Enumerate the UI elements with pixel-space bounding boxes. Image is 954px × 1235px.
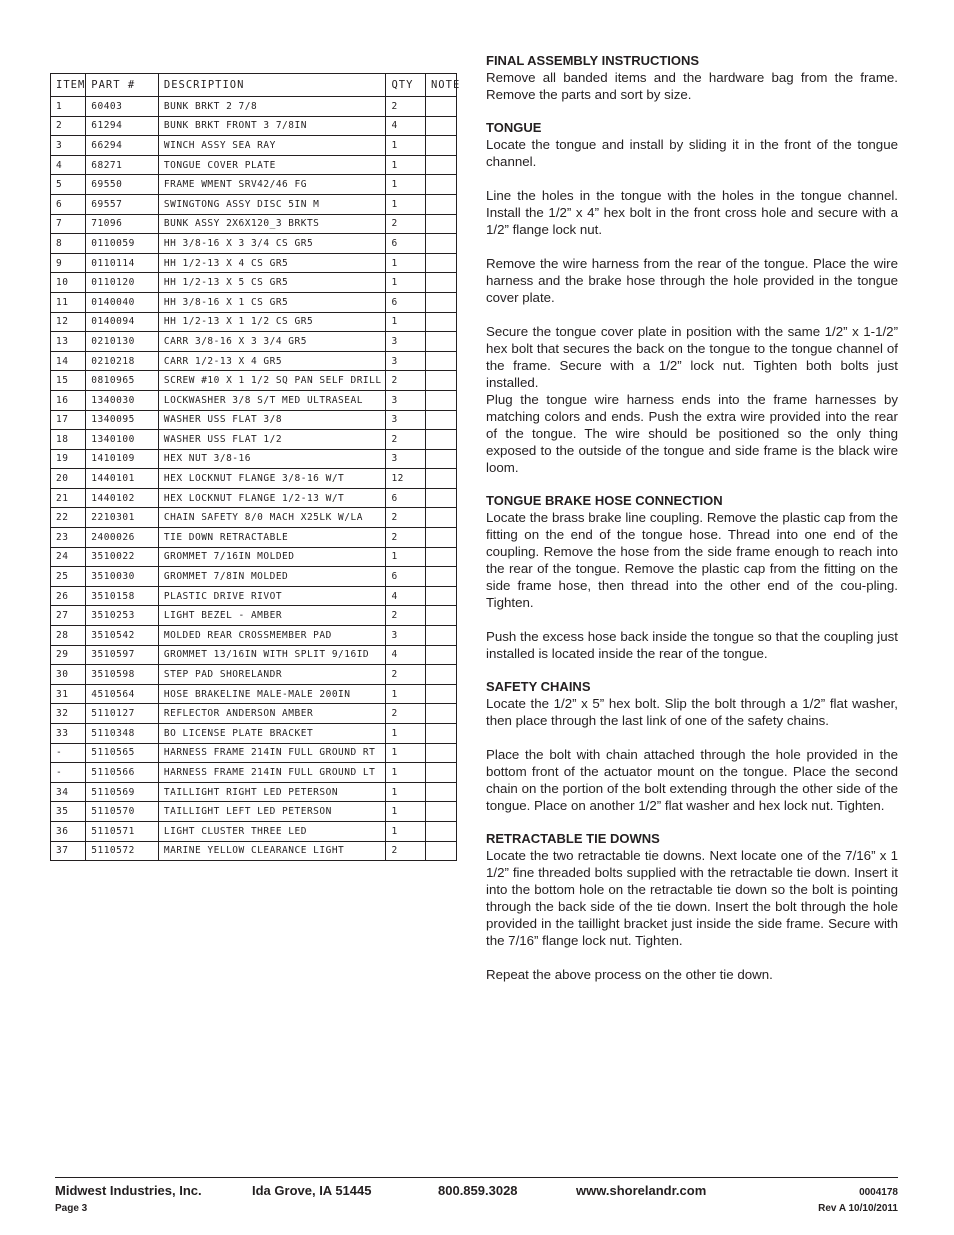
description-cell: CARR 1/2-13 X 4 GR5 bbox=[158, 351, 386, 371]
qty-cell: 1 bbox=[386, 782, 426, 802]
description-cell: WASHER USS FLAT 1/2 bbox=[158, 430, 386, 450]
section-paragraph: Repeat the above process on the other tie down. bbox=[486, 967, 773, 982]
item-cell: 11 bbox=[51, 292, 86, 312]
header-item: ITEM bbox=[51, 74, 86, 97]
section-paragraph: Line the holes in the tongue with the holes in the tongue channel. Install the 1/2” x 4” hex bolt in the front cross hole and secure with a 1/2” flange lock nut. bbox=[486, 188, 898, 237]
item-cell: 13 bbox=[51, 332, 86, 352]
item-cell: 31 bbox=[51, 684, 86, 704]
table-row bbox=[51, 97, 457, 117]
item-cell: 27 bbox=[51, 606, 86, 626]
section-paragraph: Place the bolt with chain attached through the hole provided in the bottom front of the actuator mount on the tongue. Place the second chain on the portion of the bolt extending through the other side of the tongue. Place on another 1/2” flat washer and hex lock nut. Tighten. bbox=[486, 747, 898, 813]
description-cell: TAILLIGHT RIGHT LED PETERSON bbox=[158, 782, 386, 802]
item-cell: 5 bbox=[51, 175, 86, 195]
part-number-cell: 3510030 bbox=[86, 567, 159, 587]
table-row bbox=[51, 136, 457, 156]
description-cell: FRAME WMENT SRV42/46 FG bbox=[158, 175, 386, 195]
qty-cell: 1 bbox=[386, 763, 426, 783]
qty-cell: 1 bbox=[386, 547, 426, 567]
qty-cell: 1 bbox=[386, 155, 426, 175]
item-cell: 26 bbox=[51, 586, 86, 606]
item-cell: 29 bbox=[51, 645, 86, 665]
description-cell: LOCKWASHER 3/8 S/T MED ULTRASEAL bbox=[158, 390, 386, 410]
table-row bbox=[51, 410, 457, 430]
description-cell: HH 1/2-13 X 5 CS GR5 bbox=[158, 273, 386, 293]
qty-cell: 2 bbox=[386, 371, 426, 391]
description-cell: HH 3/8-16 X 3 3/4 CS GR5 bbox=[158, 234, 386, 254]
note-cell bbox=[425, 292, 456, 312]
qty-cell: 1 bbox=[386, 194, 426, 214]
part-number-cell: 66294 bbox=[86, 136, 159, 156]
part-number-cell: 60403 bbox=[86, 97, 159, 117]
table-row bbox=[51, 508, 457, 528]
description-cell: HARNESS FRAME 214IN FULL GROUND LT bbox=[158, 763, 386, 783]
footer-divider bbox=[55, 1177, 898, 1178]
item-cell: 19 bbox=[51, 449, 86, 469]
note-cell bbox=[425, 586, 456, 606]
qty-cell: 1 bbox=[386, 253, 426, 273]
note-cell bbox=[425, 410, 456, 430]
footer-revision: Rev A 10/10/2011 bbox=[818, 1203, 898, 1214]
note-cell bbox=[425, 802, 456, 822]
qty-cell: 4 bbox=[386, 645, 426, 665]
table-row bbox=[51, 724, 457, 744]
part-number-cell: 4510564 bbox=[86, 684, 159, 704]
note-cell bbox=[425, 567, 456, 587]
note-cell bbox=[425, 626, 456, 646]
description-cell: SWINGTONG ASSY DISC 5IN M bbox=[158, 194, 386, 214]
table-row bbox=[51, 312, 457, 332]
description-cell: TIE DOWN RETRACTABLE bbox=[158, 528, 386, 548]
part-number-cell: 69557 bbox=[86, 194, 159, 214]
note-cell bbox=[425, 234, 456, 254]
item-cell: 4 bbox=[51, 155, 86, 175]
part-number-cell: 3510158 bbox=[86, 586, 159, 606]
part-number-cell: 2210301 bbox=[86, 508, 159, 528]
section-final-assembly bbox=[486, 52, 898, 103]
note-cell bbox=[425, 508, 456, 528]
section-tongue bbox=[486, 119, 898, 476]
table-row bbox=[51, 332, 457, 352]
note-cell bbox=[425, 665, 456, 685]
item-cell: 9 bbox=[51, 253, 86, 273]
qty-cell: 3 bbox=[386, 449, 426, 469]
qty-cell: 1 bbox=[386, 724, 426, 744]
note-cell bbox=[425, 116, 456, 136]
description-cell: HEX LOCKNUT FLANGE 1/2-13 W/T bbox=[158, 488, 386, 508]
footer-website: www.shorelandr.com bbox=[576, 1183, 707, 1198]
table-row bbox=[51, 704, 457, 724]
part-number-cell: 5110570 bbox=[86, 802, 159, 822]
qty-cell: 2 bbox=[386, 841, 426, 861]
table-row bbox=[51, 253, 457, 273]
description-cell: HH 1/2-13 X 4 CS GR5 bbox=[158, 253, 386, 273]
table-row bbox=[51, 390, 457, 410]
table-row bbox=[51, 782, 457, 802]
table-row bbox=[51, 841, 457, 861]
table-row bbox=[51, 116, 457, 136]
part-number-cell: 3510598 bbox=[86, 665, 159, 685]
part-number-cell: 1340030 bbox=[86, 390, 159, 410]
table-row bbox=[51, 351, 457, 371]
note-cell bbox=[425, 763, 456, 783]
qty-cell: 2 bbox=[386, 430, 426, 450]
section-safety-chains bbox=[486, 678, 898, 814]
item-cell: 3 bbox=[51, 136, 86, 156]
qty-cell: 2 bbox=[386, 704, 426, 724]
qty-cell: 1 bbox=[386, 273, 426, 293]
part-number-cell: 5110569 bbox=[86, 782, 159, 802]
item-cell: 32 bbox=[51, 704, 86, 724]
description-cell: HH 3/8-16 X 1 CS GR5 bbox=[158, 292, 386, 312]
table-row bbox=[51, 665, 457, 685]
item-cell: 20 bbox=[51, 469, 86, 489]
note-cell bbox=[425, 332, 456, 352]
note-cell bbox=[425, 645, 456, 665]
part-number-cell: 1440102 bbox=[86, 488, 159, 508]
note-cell bbox=[425, 214, 456, 234]
part-number-cell: 0110120 bbox=[86, 273, 159, 293]
note-cell bbox=[425, 175, 456, 195]
qty-cell: 4 bbox=[386, 116, 426, 136]
note-cell bbox=[425, 371, 456, 391]
description-cell: PLASTIC DRIVE RIVOT bbox=[158, 586, 386, 606]
item-cell: 21 bbox=[51, 488, 86, 508]
note-cell bbox=[425, 312, 456, 332]
qty-cell: 12 bbox=[386, 469, 426, 489]
parts-table bbox=[50, 73, 461, 861]
description-cell: GROMMET 7/16IN MOLDED bbox=[158, 547, 386, 567]
table-row bbox=[51, 743, 457, 763]
item-cell: 8 bbox=[51, 234, 86, 254]
part-number-cell: 1440101 bbox=[86, 469, 159, 489]
qty-cell: 2 bbox=[386, 606, 426, 626]
part-number-cell: 68271 bbox=[86, 155, 159, 175]
description-cell: MARINE YELLOW CLEARANCE LIGHT bbox=[158, 841, 386, 861]
section-paragraph: Locate the 1/2” x 5” hex bolt. Slip the bolt through a 1/2” flat washer, then place through the last link of one of the safety chains. bbox=[486, 696, 898, 728]
description-cell: GROMMET 13/16IN WITH SPLIT 9/16ID bbox=[158, 645, 386, 665]
parts-table-body bbox=[51, 97, 457, 861]
description-cell: WASHER USS FLAT 3/8 bbox=[158, 410, 386, 430]
part-number-cell: 3510597 bbox=[86, 645, 159, 665]
description-cell: BUNK BRKT 2 7/8 bbox=[158, 97, 386, 117]
section-paragraph: Remove the wire harness from the rear of the tongue. Place the wire harness and the brake hose through the hole provided in the tongue cover plate. bbox=[486, 256, 898, 305]
table-row bbox=[51, 155, 457, 175]
part-number-cell: 0810965 bbox=[86, 371, 159, 391]
part-number-cell: 1340095 bbox=[86, 410, 159, 430]
header-qty: QTY bbox=[386, 74, 426, 97]
part-number-cell: 71096 bbox=[86, 214, 159, 234]
qty-cell: 1 bbox=[386, 743, 426, 763]
item-cell: - bbox=[51, 743, 86, 763]
qty-cell: 1 bbox=[386, 802, 426, 822]
table-row bbox=[51, 371, 457, 391]
section-paragraph: Secure the tongue cover plate in position with the same 1/2” x 1-1/2” hex bolt that secures the back on the tongue to the tongue channel of the frame. Secure with a 1/2” lock nut. Tighten both bolts just installed. bbox=[486, 324, 898, 390]
description-cell: BO LICENSE PLATE BRACKET bbox=[158, 724, 386, 744]
description-cell: MOLDED REAR CROSSMEMBER PAD bbox=[158, 626, 386, 646]
note-cell bbox=[425, 606, 456, 626]
section-heading: SAFETY CHAINS bbox=[486, 679, 591, 694]
note-cell bbox=[425, 743, 456, 763]
description-cell: HEX NUT 3/8-16 bbox=[158, 449, 386, 469]
part-number-cell: 0210130 bbox=[86, 332, 159, 352]
note-cell bbox=[425, 155, 456, 175]
note-cell bbox=[425, 390, 456, 410]
note-cell bbox=[425, 724, 456, 744]
note-cell bbox=[425, 684, 456, 704]
note-cell bbox=[425, 194, 456, 214]
note-cell bbox=[425, 430, 456, 450]
part-number-cell: 0110059 bbox=[86, 234, 159, 254]
section-heading: RETRACTABLE TIE DOWNS bbox=[486, 831, 660, 846]
section-tie-downs bbox=[486, 830, 898, 983]
description-cell: HARNESS FRAME 214IN FULL GROUND RT bbox=[158, 743, 386, 763]
table-row bbox=[51, 273, 457, 293]
item-cell: - bbox=[51, 763, 86, 783]
section-paragraph: Remove all banded items and the hardware bag from the frame. Remove the parts and sort by size. bbox=[486, 70, 898, 102]
part-number-cell: 5110571 bbox=[86, 821, 159, 841]
item-cell: 23 bbox=[51, 528, 86, 548]
description-cell: LIGHT CLUSTER THREE LED bbox=[158, 821, 386, 841]
table-row bbox=[51, 292, 457, 312]
section-paragraph: Push the excess hose back inside the tongue so that the coupling just installed is located inside the rear of the tongue. bbox=[486, 629, 898, 661]
table-row bbox=[51, 802, 457, 822]
note-cell bbox=[425, 547, 456, 567]
note-cell bbox=[425, 704, 456, 724]
item-cell: 24 bbox=[51, 547, 86, 567]
qty-cell: 2 bbox=[386, 214, 426, 234]
item-cell: 34 bbox=[51, 782, 86, 802]
table-row bbox=[51, 567, 457, 587]
part-number-cell: 3510542 bbox=[86, 626, 159, 646]
note-cell bbox=[425, 488, 456, 508]
qty-cell: 1 bbox=[386, 684, 426, 704]
note-cell bbox=[425, 136, 456, 156]
item-cell: 16 bbox=[51, 390, 86, 410]
item-cell: 6 bbox=[51, 194, 86, 214]
section-paragraph: Locate the brass brake line coupling. Remove the plastic cap from the fitting on the end of the tongue hose. Thread into one end of the coupling. Remove the hose from the side frame enough to reach into the rear of the tongue. Remove the plastic cap from the fitting on the side frame hose, then thread into the other end of the cou-pling. Tighten. bbox=[486, 510, 898, 610]
note-cell bbox=[425, 841, 456, 861]
description-cell: WINCH ASSY SEA RAY bbox=[158, 136, 386, 156]
item-cell: 17 bbox=[51, 410, 86, 430]
description-cell: LIGHT BEZEL - AMBER bbox=[158, 606, 386, 626]
part-number-cell: 5110565 bbox=[86, 743, 159, 763]
item-cell: 15 bbox=[51, 371, 86, 391]
qty-cell: 2 bbox=[386, 97, 426, 117]
parts-table-header-row bbox=[51, 74, 457, 97]
item-cell: 22 bbox=[51, 508, 86, 528]
item-cell: 33 bbox=[51, 724, 86, 744]
section-heading: TONGUE bbox=[486, 120, 542, 135]
qty-cell: 6 bbox=[386, 234, 426, 254]
part-number-cell: 5110127 bbox=[86, 704, 159, 724]
description-cell: BUNK BRKT FRONT 3 7/8IN bbox=[158, 116, 386, 136]
item-cell: 36 bbox=[51, 821, 86, 841]
section-heading: FINAL ASSEMBLY INSTRUCTIONS bbox=[486, 53, 700, 68]
description-cell: SCREW #10 X 1 1/2 SQ PAN SELF DRILL bbox=[158, 371, 386, 391]
table-row bbox=[51, 763, 457, 783]
table-row bbox=[51, 586, 457, 606]
qty-cell: 1 bbox=[386, 136, 426, 156]
part-number-cell: 3510022 bbox=[86, 547, 159, 567]
table-row bbox=[51, 821, 457, 841]
item-cell: 28 bbox=[51, 626, 86, 646]
footer-phone: 800.859.3028 bbox=[438, 1183, 518, 1198]
table-row bbox=[51, 194, 457, 214]
table-row bbox=[51, 547, 457, 567]
table-row bbox=[51, 684, 457, 704]
section-paragraph: Locate the two retractable tie downs. Next locate one of the 7/16” x 1 1/2” fine threaded bolts supplied with the retractable tie down. Insert it into the bottom hole on the retractable tie down so the bolt is pointing through the back side of the tie down. Insert the bolt through the hole provided in the taillight bracket just inside the side frame. Secure with the 7/16” flange lock nut. Tighten. bbox=[486, 848, 898, 948]
note-cell bbox=[425, 449, 456, 469]
item-cell: 35 bbox=[51, 802, 86, 822]
section-brake-hose bbox=[486, 492, 898, 662]
item-cell: 30 bbox=[51, 665, 86, 685]
qty-cell: 1 bbox=[386, 821, 426, 841]
description-cell: HOSE BRAKELINE MALE-MALE 200IN bbox=[158, 684, 386, 704]
assembly-instructions bbox=[486, 52, 898, 999]
description-cell: GROMMET 7/8IN MOLDED bbox=[158, 567, 386, 587]
table-row bbox=[51, 626, 457, 646]
part-number-cell: 1340100 bbox=[86, 430, 159, 450]
item-cell: 2 bbox=[51, 116, 86, 136]
note-cell bbox=[425, 351, 456, 371]
header-note: NOTE bbox=[425, 74, 456, 97]
item-cell: 12 bbox=[51, 312, 86, 332]
table-row bbox=[51, 430, 457, 450]
part-number-cell: 0140040 bbox=[86, 292, 159, 312]
qty-cell: 2 bbox=[386, 508, 426, 528]
item-cell: 1 bbox=[51, 97, 86, 117]
section-heading: TONGUE BRAKE HOSE CONNECTION bbox=[486, 493, 723, 508]
footer-page-number: Page 3 bbox=[55, 1203, 88, 1214]
table-row bbox=[51, 234, 457, 254]
qty-cell: 4 bbox=[386, 586, 426, 606]
footer-city: Ida Grove, IA 51445 bbox=[252, 1183, 372, 1198]
table-row bbox=[51, 449, 457, 469]
qty-cell: 3 bbox=[386, 390, 426, 410]
qty-cell: 1 bbox=[386, 312, 426, 332]
note-cell bbox=[425, 97, 456, 117]
item-cell: 7 bbox=[51, 214, 86, 234]
footer-doc-number: 0004178 bbox=[859, 1187, 898, 1198]
table-row bbox=[51, 469, 457, 489]
qty-cell: 6 bbox=[386, 567, 426, 587]
section-paragraph: Locate the tongue and install by sliding it in the front of the tongue channel. bbox=[486, 137, 898, 169]
description-cell: BUNK ASSY 2X6X120_3 BRKTS bbox=[158, 214, 386, 234]
description-cell: TONGUE COVER PLATE bbox=[158, 155, 386, 175]
section-paragraph: Plug the tongue wire harness ends into the frame harnesses by matching colors and ends. Push the extra wire provided into the rear of the tongue. The wire should be positioned so the only thing exposed to the outside of the tongue and side frame is the black wire loom. bbox=[486, 392, 898, 475]
header-description: DESCRIPTION bbox=[158, 74, 386, 97]
note-cell bbox=[425, 253, 456, 273]
table-row bbox=[51, 488, 457, 508]
part-number-cell: 0140094 bbox=[86, 312, 159, 332]
note-cell bbox=[425, 528, 456, 548]
table-row bbox=[51, 214, 457, 234]
qty-cell: 2 bbox=[386, 528, 426, 548]
part-number-cell: 5110572 bbox=[86, 841, 159, 861]
description-cell: REFLECTOR ANDERSON AMBER bbox=[158, 704, 386, 724]
qty-cell: 1 bbox=[386, 175, 426, 195]
qty-cell: 3 bbox=[386, 351, 426, 371]
item-cell: 18 bbox=[51, 430, 86, 450]
qty-cell: 6 bbox=[386, 292, 426, 312]
table-row bbox=[51, 528, 457, 548]
note-cell bbox=[425, 273, 456, 293]
footer-company: Midwest Industries, Inc. bbox=[55, 1183, 202, 1198]
description-cell: HH 1/2-13 X 1 1/2 CS GR5 bbox=[158, 312, 386, 332]
note-cell bbox=[425, 782, 456, 802]
description-cell: HEX LOCKNUT FLANGE 3/8-16 W/T bbox=[158, 469, 386, 489]
qty-cell: 3 bbox=[386, 626, 426, 646]
item-cell: 10 bbox=[51, 273, 86, 293]
description-cell: TAILLIGHT LEFT LED PETERSON bbox=[158, 802, 386, 822]
qty-cell: 2 bbox=[386, 665, 426, 685]
item-cell: 25 bbox=[51, 567, 86, 587]
part-number-cell: 0110114 bbox=[86, 253, 159, 273]
part-number-cell: 2400026 bbox=[86, 528, 159, 548]
note-cell bbox=[425, 469, 456, 489]
part-number-cell: 69550 bbox=[86, 175, 159, 195]
part-number-cell: 0210218 bbox=[86, 351, 159, 371]
description-cell: CHAIN SAFETY 8/0 MACH X25LK W/LA bbox=[158, 508, 386, 528]
part-number-cell: 61294 bbox=[86, 116, 159, 136]
table-row bbox=[51, 645, 457, 665]
qty-cell: 6 bbox=[386, 488, 426, 508]
qty-cell: 3 bbox=[386, 332, 426, 352]
part-number-cell: 3510253 bbox=[86, 606, 159, 626]
part-number-cell: 5110348 bbox=[86, 724, 159, 744]
item-cell: 14 bbox=[51, 351, 86, 371]
description-cell: CARR 3/8-16 X 3 3/4 GR5 bbox=[158, 332, 386, 352]
item-cell: 37 bbox=[51, 841, 86, 861]
header-part: PART # bbox=[86, 74, 159, 97]
qty-cell: 3 bbox=[386, 410, 426, 430]
table-row bbox=[51, 606, 457, 626]
description-cell: STEP PAD SHORELANDR bbox=[158, 665, 386, 685]
note-cell bbox=[425, 821, 456, 841]
table-row bbox=[51, 175, 457, 195]
part-number-cell: 5110566 bbox=[86, 763, 159, 783]
part-number-cell: 1410109 bbox=[86, 449, 159, 469]
